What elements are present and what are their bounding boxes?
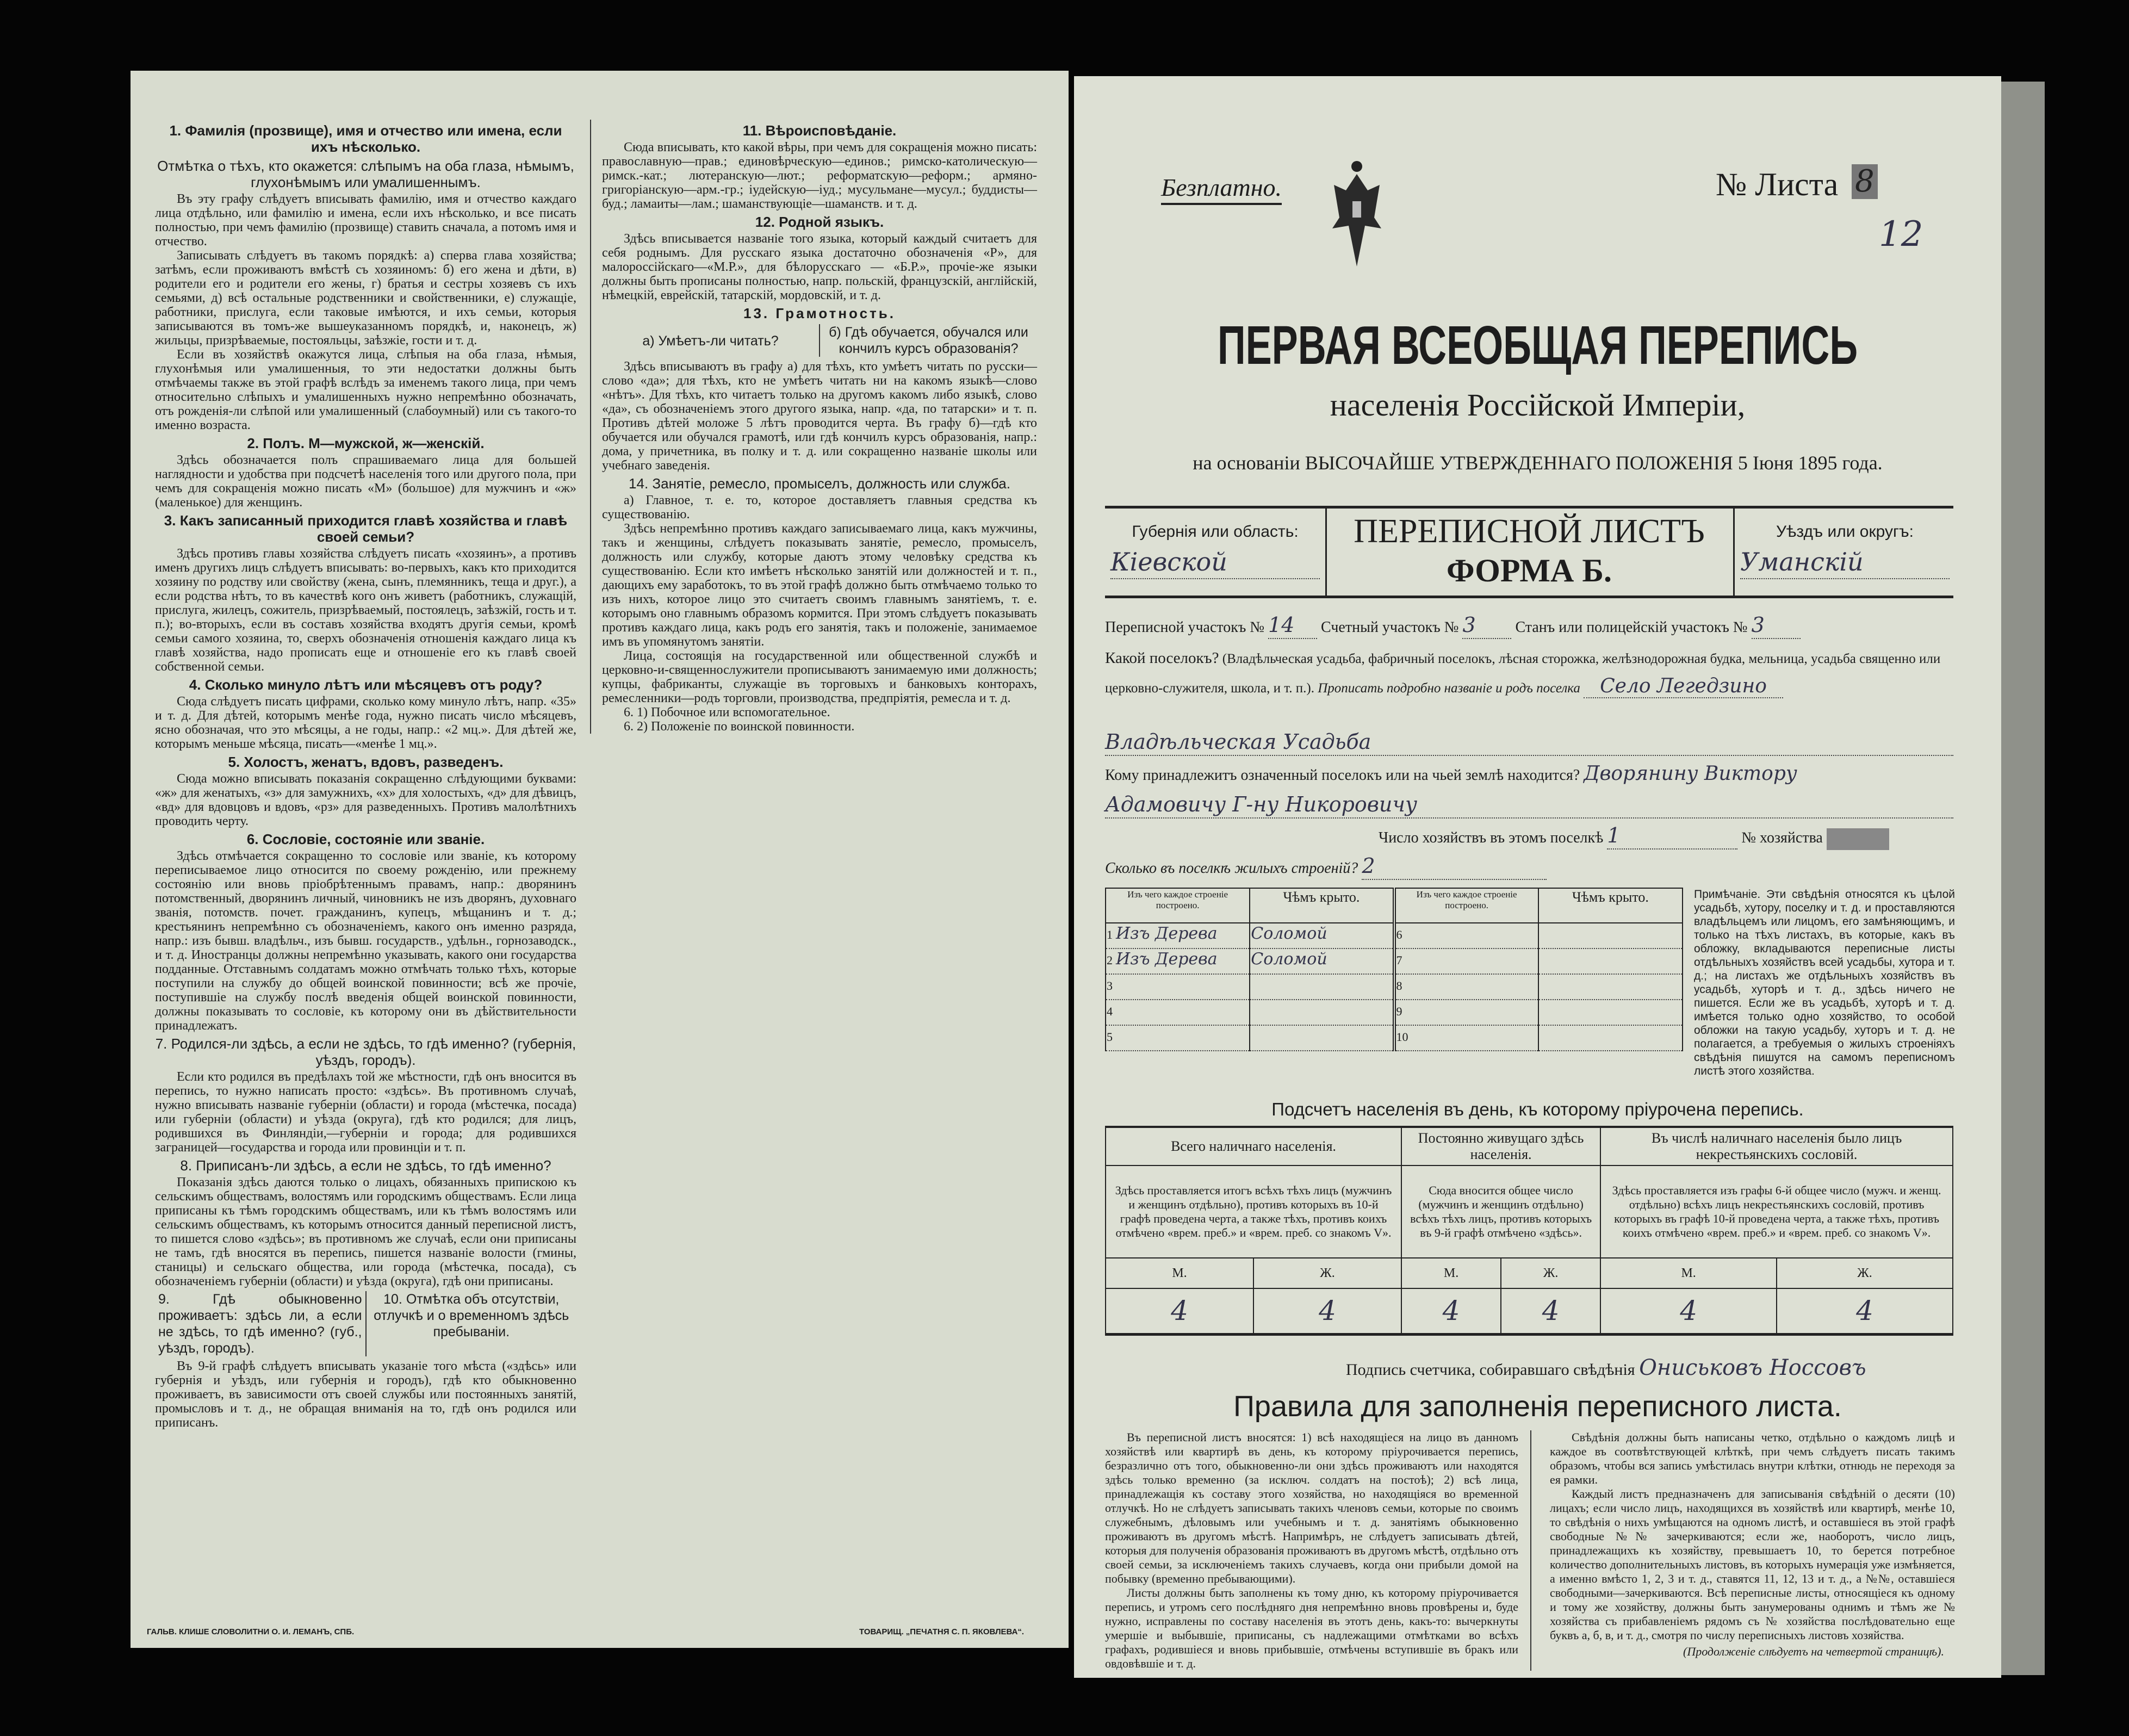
settlement-value-2[interactable]: Владѣльческая Усадьба [1105, 729, 1953, 756]
building-roof-cell[interactable] [1250, 974, 1394, 1000]
buildings-table [1105, 888, 1683, 1051]
census-area-value[interactable]: 14 [1268, 612, 1317, 639]
section-text: Если кто родился въ предѣлахъ той же мѣстности, гдѣ онъ вносится въ перепись, то нужно написать просто: «здѣсь». Въ противномъ случаѣ, нужно вписывать названіе губерніи (области) и города (мѣстечка, посада) или губерніи (области) и уѣзда (округа), гдѣ кто родился; для лицъ, родившихся въ Финляндіи,—губерніи и города; для родившихся заграницей—государства и города или провинціи и т. п. [155, 1070, 576, 1155]
owner-field [1105, 760, 1953, 789]
section-text: 6. 2) Положеніе по воинской повинности. [624, 720, 855, 734]
police-area-value[interactable]: 3 [1752, 612, 1801, 639]
census-area-label: Переписной участокъ № [1105, 619, 1265, 636]
form-title-block [1325, 509, 1733, 590]
section-heading: 1. Фамилія (прозвище), имя и отчество или имена, если ихъ нѣсколько. [169, 122, 562, 155]
decree-line: на основаніи ВЫСОЧАЙШЕ УТВЕРЖДЕННАГО ПОЛОЖЕНІЯ 5 Іюня 1895 года. [1193, 452, 1883, 474]
building-material-cell[interactable] [1394, 948, 1538, 974]
sheet-number-label: № Листа [1716, 166, 1839, 202]
buildings-note: Примѣчаніе. Эти свѣдѣнія относятся къ цѣлой усадьбѣ, хутору, поселку и т. д. и проставляются владѣльцемъ или лицомъ, его замѣняющимъ, и только на тѣхъ листахъ, въ которые, какъ въ обложку, вкладываются переписные листы отдѣльныхъ хозяйствъ всей усадьбы, хутора и т. д.; на листахъ же отдѣльныхъ хозяйствъ въ усадьбѣ, хуторѣ и т. д., здѣсь ничего не пишется. Если же въ усадьбѣ, хуторѣ и т. д. имѣется только одно хозяйство, то особой обложки на такую усадьбу, хуторъ и т. д. не полагается, а требуемыя о жилыхъ строеніяхъ свѣдѣнія пишутся на самомъ переписномъ листѣ этого хозяйства. [1694, 888, 1955, 1077]
rules-text: Въ переписной листъ вносятся: 1) всѣ находящіеся на лицо въ данномъ хозяйствѣ или квартирѣ въ день, къ которому пріурочивается перепись, безразлично отъ того, обыкновенно-ли они здѣсь проживаютъ или находятся здѣсь только временно (за исключ. солдатъ на постоѣ); 2) всѣ лица, принадлежащія къ составу этого хозяйства, но находящіяся во временной отлучкѣ. Но не слѣдуетъ записывать такихъ членовъ семьи, которые по своимъ служебнымъ, дѣловымъ или учебнымъ и т. д. занятіямъ обыкновенно проживаютъ въ другомъ мѣстѣ. Напримѣръ, не слѣдуетъ записывать дѣтей, которыя для полученія образованія проживаютъ въ другомъ мѣстѣ, отдѣльно отъ своей семьи, за исключеніемъ такихъ случаевъ, когда они прибыли домой на побывку (временно пребывающими). [1105, 1430, 1518, 1585]
count-column-title: Всего наличнаго населенія. [1106, 1127, 1401, 1165]
section-text: 6. 1) Побочное или вспомогательное. [624, 705, 830, 720]
section-text: Лица, состоящія на государственной или общественной службѣ и церковно-и-священнослужители прописываютъ занимаемую ими должность; купцы, фабриканты, служащіе въ торговыхъ и банковыхъ конторахъ, ремесленники—родъ торговли, производства, предпріятія, ремесла и т. д. [602, 649, 1037, 705]
owner-label: Кому принадлежитъ означенный поселокъ или на чьей землѣ находится? [1105, 767, 1580, 784]
buildings-value[interactable]: 2 [1362, 853, 1547, 880]
building-material-value: Изъ Дерева [1116, 950, 1218, 969]
rules-column-1 [1105, 1430, 1531, 1671]
row-number: 7 [1396, 953, 1402, 967]
building-material-cell[interactable] [1394, 1025, 1538, 1051]
section-text: Здѣсь непремѣнно противъ каждаго записываемаго лица, какъ мужчины, такъ и женщины, слѣдуетъ показывать занятіе, ремесло, промыселъ, должность или службу, которые даютъ этому человѣку средства къ существованію. Если кто имѣетъ нѣсколько занятій или должностей и т. п., дающихъ ему заработокъ, то въ этой графѣ должно быть отмѣчаемо только то изъ нихъ, которое лицо это считаетъ своимъ главнымъ занятіемъ, т. е. которымъ оно главнымъ образомъ кормится. При этомъ слѣдуетъ показывать противъ каждаго лица, какъ родъ его занятія, такъ и положеніе, занимаемое имъ въ упомянутомъ занятіи. [602, 522, 1037, 649]
header-roof: Чѣмъ крыто. [1250, 888, 1394, 923]
page-title: ПЕРВАЯ ВСЕОБЩАЯ ПЕРЕПИСЬ [1217, 315, 1858, 376]
header-material: Изъ чего каждое строеніе построено. [1106, 888, 1250, 923]
rules-text: Каждый листъ предназначенъ для записыванія свѣдѣній о десяти (10) лицахъ; если число лицъ, находящихся въ хозяйствѣ или квартирѣ, менѣе 10, то свѣдѣнія о нихъ умѣщаются на одномъ листѣ, и оставшіеся въ этой графѣ свободные №№ зачеркиваются; если же, наоборотъ, число лицъ, принадлежащихъ къ хозяйству, превышаетъ 10, то берется потребное количество дополнительныхъ листовъ, въ которыхъ нумерація уже измѣняется, а именно вмѣсто 1, 2, 3 и т. д., ставятся 11, 12, 13 и т. д., а №№, оставшіеся свободными—зачеркиваются. Всѣ переписные листы, относящіеся къ одному и тому же хозяйству, должны быть занумерованы однимъ и тѣмъ же № хозяйства съ прибавленіемъ рядомъ съ № хозяйства послѣдовательно еще буквъ а, б, в, и т. д., смотря по числу переписныхъ листовъ хозяйства. [1550, 1487, 1955, 1642]
owner-value-2[interactable]: Адамовичу Г-ну Никоровичу [1105, 791, 1953, 819]
signature-label: Подпись счетчика, собиравшаго свѣдѣнія [1346, 1361, 1635, 1379]
row-number: 1 [1107, 928, 1113, 941]
rules-column-2 [1550, 1430, 1955, 1659]
section-text: а) Главное, т. е. то, которое доставляетъ главныя средства къ существованію. [602, 493, 1037, 522]
building-roof-cell[interactable] [1538, 923, 1683, 948]
building-material-cell[interactable] [1106, 948, 1250, 974]
buildings-field [1105, 853, 1547, 882]
male-header: М. [1401, 1258, 1501, 1288]
building-material-cell[interactable] [1394, 923, 1538, 948]
section-heading: 12. Родной языкъ. [755, 214, 884, 230]
split-heading-9-10 [155, 1291, 576, 1356]
form-subtitle: ФОРМА Б. [1446, 553, 1612, 588]
building-material-cell[interactable] [1106, 1025, 1250, 1051]
split-heading-13 [602, 324, 1037, 357]
building-material-value: Изъ Дерева [1116, 924, 1218, 943]
section-heading: 8. Приписанъ-ли здѣсь, а если не здѣсь, то гдѣ именно? [180, 1157, 551, 1174]
building-row [1106, 1025, 1683, 1051]
printer-imprint-right: ТОВАРИЩ. „ПЕЧАТНЯ С. П. ЯКОВЛЕВА“. [859, 1627, 1025, 1636]
section-text: Здѣсь обозначается полъ спрашиваемаго лица для большей наглядности и удобства при подсчетѣ населенія того или другого пола, при чемъ для сокращенія можно писать «М» (большое) для мужчинъ и «ж» (маленькое) для женщинъ. [155, 453, 576, 510]
row-number: 3 [1107, 979, 1113, 993]
building-roof-cell[interactable] [1250, 948, 1394, 974]
district-value: Уманскій [1740, 545, 1950, 579]
section-text: Если въ хозяйствѣ окажутся лица, слѣпыя на оба глаза, нѣмыя, глухонѣмыя или умалишенныя, то эти недостатки должны быть отмѣчаемы также въ этой графѣ вслѣдъ за именемъ такого лица, при чемъ относительно слѣпыхъ и умалишенныхъ нужно непремѣнно обозначать, отъ рожденія-ли слѣпой или умалишенный (слабоумный) или съ такого-то именно возраста. [155, 348, 576, 432]
section-heading: 4. Сколько минуло лѣтъ или мѣсяцевъ отъ роду? [189, 677, 543, 693]
count-column-title: Постоянно живущаго здѣсь населенія. [1401, 1127, 1600, 1165]
rules-title: Правила для заполненія переписного листа. [1233, 1390, 1842, 1423]
count-column-description: Здѣсь проставляется итогъ всѣхъ тѣхъ лицъ (мужчинъ и женщинъ отдѣльно), противъ которыхъ въ 10-й графѣ проведена черта, а также тѣхъ, противъ коихъ отмѣчено «врем. преб.» и «врем. преб. со знакомъ V». [1106, 1165, 1401, 1258]
right-page-census-form [1074, 76, 2001, 1678]
female-header: Ж. [1501, 1258, 1600, 1288]
province-label: Губернія или область: [1132, 523, 1299, 541]
district-field[interactable] [1733, 509, 1955, 596]
left-page-instructions [131, 71, 1069, 1648]
settlement-value-1[interactable]: Село Легедзино [1584, 675, 1783, 698]
count-column-description: Сюда вносится общее число (мужчинъ и женщинъ отдѣльно) всѣхъ тѣхъ лицъ, противъ которыхъ въ 9-й графѣ отмѣчено «здѣсь». [1401, 1165, 1600, 1258]
province-field[interactable] [1105, 509, 1327, 596]
section-heading: 13. Грамотность. [743, 305, 896, 321]
building-roof-cell[interactable] [1538, 974, 1683, 1000]
form-title: ПЕРЕПИСНОЙ ЛИСТЪ [1354, 513, 1705, 550]
building-row [1106, 974, 1683, 1000]
settlement-field [1105, 644, 1953, 702]
section-subheading: а) Умѣетъ-ли читать? [602, 324, 820, 357]
buildings-label: Сколько въ поселкѣ жилыхъ строеній? [1105, 860, 1358, 877]
building-material-cell[interactable] [1394, 974, 1538, 1000]
male-header: М. [1106, 1258, 1253, 1288]
building-roof-value: Соломой [1251, 924, 1327, 943]
count-area-label: Счетный участокъ № [1321, 619, 1459, 636]
instructions-column-1 [155, 120, 576, 1430]
settlement-label: Какой поселокъ? [1105, 649, 1219, 667]
section-heading: 7. Родился-ли здѣсь, а если не здѣсь, то гдѣ именно? (губернія, уѣздъ, городъ). [155, 1036, 576, 1068]
form-header-box [1105, 506, 1953, 598]
settlement-hint-2: Прописать подробно названіе и родъ поселка [1318, 681, 1580, 696]
building-roof-cell[interactable] [1250, 1000, 1394, 1025]
section-text: Здѣсь вписывается названіе того языка, который каждый считаетъ для себя роднымъ. Для русскаго языка достаточно обозначенія «Р», для малороссійскаго—«М.Р.», для бѣлорусскаго — «Б.Р.», прочіе-же языки должны быть прописаны полностью, напр. польскій, французскій, англійскій, нѣмецкій, еврейскій, татарскій, мордовскій, и т. д. [602, 232, 1037, 302]
section-heading: 14. Занятіе, ремесло, промыселъ, должность или служба. [629, 475, 1010, 492]
building-roof-cell[interactable] [1538, 948, 1683, 974]
section-heading: 5. Холостъ, женатъ, вдовъ, разведенъ. [228, 754, 504, 770]
header-roof: Чѣмъ крыто. [1538, 888, 1683, 923]
section-text: Здѣсь противъ главы хозяйства слѣдуетъ писать «хозяинъ», а противъ именъ другихъ лицъ слѣдуетъ вписывать: во-первыхъ, какъ кто приходится хозяину по родству или свойству (жена, сынъ, племянникъ, теща и друг.), а если родства нѣтъ, то въ качествѣ кого онъ живетъ (работникъ, служащій, прислуга, жилецъ, сожитель, призрѣваемый, постоялецъ, заѣзжій, гость и т. п.); во-вторыхъ, если въ составъ хозяйства входятъ другія семьи, кромѣ семьи самого хозяина, то, сверхъ обозначенія отношенія каждаго лица къ главѣ хозяйства, надо прописать еще и отношеніе его къ главѣ своей собственной семьи. [155, 547, 576, 674]
population-count-title: Подсчетъ населенія въ день, къ которому пріурочена перепись. [1271, 1099, 1804, 1119]
section-text: Здѣсь отмѣчается сокращенно то сословіе или званіе, къ которому переписываемое лицо относится по своему рожденію, или прежнему состоянію или вновь пріобрѣтеннымъ правамъ, напр.: дворянинъ потомственный, дворянинъ личный, чиновникъ не изъ дворянъ, духовнаго званія, потомств. почет. гражданинъ, купецъ, мѣщанинъ и т. д.; крестьянинъ непремѣнно съ обозначеніемъ, какого онъ именно разряда, напр.: изъ бывш. владѣльч., изъ бывш. государств., удѣльн., горнозаводск., и т. д. Иностранцы должны непремѣнно указывать, какого они государства подданные. Отставнымъ солдатамъ можно отмѣчать только тѣхъ, которые поступили на службу до общей воинской повинности; всѣ же прочіе, поступившіе на службу послѣ введенія общей воинской повинности, должны показывать то сословіе, къ которому они въ дѣйствительности принадлежатъ. [155, 849, 576, 1033]
row-number: 6 [1396, 928, 1402, 941]
rules-continued-note: (Продолженіе слѣдуетъ на четвертой страницѣ). [1683, 1645, 1944, 1658]
male-count-value[interactable]: 4 [1600, 1288, 1777, 1334]
section-heading: 10. Отмѣтка объ отсутствіи, отлучкѣ и о временномъ здѣсь пребываніи. [374, 1292, 569, 1340]
enumerator-signature: Ониськовъ Носсовъ [1639, 1355, 1866, 1380]
section-heading: 2. Полъ. М—мужской, ж—женскій. [247, 435, 485, 451]
signature-field [1346, 1354, 1866, 1384]
page-subtitle: населенія Россійской Имперіи, [1330, 387, 1746, 423]
row-number: 8 [1396, 979, 1402, 993]
section-text: Здѣсь вписываютъ въ графу а) для тѣхъ, кто умѣетъ читать по русски—слово «да»; для тѣхъ, кто не умѣетъ читать ни на какомъ языкѣ—слово «нѣтъ». Для тѣхъ, кто читаетъ только на другомъ какомъ либо языкѣ, слово «да», съ обозначеніемъ этого другого языка, напр. «да, по татарски» и т. п. Противъ дѣтей моложе 5 лѣтъ проводится черта. Въ графу б)—гдѣ кто обучается или обучался грамотѣ, или гдѣ кончилъ курсъ образованія, напр.: дома, у причетника, въ полку и т. д. или сокращенно названіе школы или учебнаго заведенія. [602, 359, 1037, 473]
section-heading: 3. Какъ записанный приходится главѣ хозяйства и главѣ своей семьи? [164, 512, 568, 545]
building-roof-cell[interactable] [1538, 1025, 1683, 1051]
building-material-cell[interactable] [1106, 1000, 1250, 1025]
male-header: М. [1600, 1258, 1777, 1288]
free-label: Безплатно. [1161, 173, 1282, 205]
count-column-title: Въ числѣ наличнаго населенія было лицъ некрестьянскихъ сословій. [1600, 1127, 1953, 1165]
male-count-value[interactable]: 4 [1401, 1288, 1501, 1334]
household-number-redacted [1827, 828, 1889, 850]
building-roof-cell[interactable] [1250, 1025, 1394, 1051]
section-text: Въ 9-й графѣ слѣдуетъ вписывать указаніе того мѣста («здѣсь» или губернія и уѣздъ, или губернія и городъ), гдѣ кто обыкновенно проживаетъ, въ зависимости отъ своей службы или постоянныхъ занятій, промысловъ и т. д., не обращая вниманія на то, гдѣ онъ родился или приписанъ. [155, 1359, 576, 1430]
section-text: Сюда вписывать, кто какой вѣры, при чемъ для сокращенія можно писать: православную—прав.; единовѣрческую—единов.; римско-католическую—римск.-кат.; лютеранскую—лют.; реформатскую—реформ.; армяно-григоріанскую—арм.-гр.; іудейскую—іуд.; мусульмане—мусул.; буддисты—буд.; ламаиты—лам.; шаманствующіе—шаманств. и т. д. [602, 140, 1037, 211]
male-count-value[interactable]: 4 [1106, 1288, 1253, 1334]
back-cover-edge [2001, 82, 2045, 1675]
count-area-value[interactable]: 3 [1462, 612, 1511, 639]
building-roof-value: Соломой [1251, 950, 1327, 969]
population-count-table [1105, 1126, 1953, 1336]
row-number: 4 [1107, 1005, 1113, 1018]
sheet-number-handwritten: 12 [1879, 214, 1923, 255]
instructions-column-2 [590, 120, 1037, 734]
section-text: Въ эту графу слѣдуетъ вписывать фамилію, имя и отчество каждаго лица отдѣльно, или фамилію и имена, если ихъ нѣсколько, и все писать полностью, при чемъ фамилію (прозвище) ставить сначала, а потомъ имя и отчество. [155, 192, 576, 249]
building-row [1106, 923, 1683, 948]
rules-text: Свѣдѣнія должны быть написаны четко, отдѣльно о каждомъ лицѣ и каждое въ соотвѣтствующей клѣткѣ, при чемъ слѣдуетъ писать такимъ образомъ, чтобы вся запись умѣстилась внутри клѣтки, отнюдь не переходя за ея рамки. [1550, 1430, 1955, 1486]
sheet-number-crossed: 8 [1852, 164, 1878, 199]
section-text: Сюда слѣдуетъ писать цифрами, сколько кому минуло лѣтъ, напр. «35» и т. д. Для дѣтей, которымъ менѣе года, нужно писать число мѣсяцевъ, ясно обозначая, что это мѣсяцы, а не годы, напр.: «2 мц.». Для дѣтей же, которымъ меньше мѣсяца, писать—«менѣе 1 мц.». [155, 695, 576, 751]
household-number-label: № хозяйства [1741, 829, 1823, 846]
section-subheading: Отмѣтка о тѣхъ, кто окажется: слѣпымъ на оба глаза, нѣмымъ, глухонѣмымъ или умалишеннымъ. [157, 158, 574, 190]
section-subheading: б) Гдѣ обучается, обучался или кончилъ курсъ образованія? [829, 325, 1028, 356]
rules-text: Листы должны быть заполнены къ тому дню, къ которому пріурочивается перепись, и утромъ сего послѣдняго дня непремѣнно вновь провѣрены и, буде нужно, исправлены по составу населенія въ этотъ день, какъ-то: вычеркнуты умершіе и выбывшіе, приписаны, съ надлежащими отмѣтками во всѣхъ графахъ, родившіеся и вновь прибывшіе, отмѣчены вступившіе въ бракъ или овдовѣвшіе и т. д. [1105, 1586, 1518, 1670]
section-heading: 11. Вѣроисповѣданіе. [742, 122, 897, 139]
province-value: Кіевской [1110, 545, 1320, 579]
female-count-value[interactable]: 4 [1777, 1288, 1953, 1334]
section-heading: 9. Гдѣ обыкновенно проживаетъ: здѣсь ли, а если не здѣсь, то гдѣ именно? (губ., уѣздъ, городъ). [155, 1291, 367, 1356]
owner-value-1[interactable]: Дворянину Виктору [1584, 762, 1797, 785]
section-text: Записывать слѣдуетъ въ такомъ порядкѣ: а) сперва глава хозяйства; затѣмъ, если проживаютъ вмѣстѣ съ хозяиномъ: б) его жена и дѣти, в) родители его и родители его жены, г) братья и сестры хозяевъ съ ихъ семьями, д) всѣ остальные родственники и свойственники, е) служащіе, работники, прислуга, если таковые имѣются, и ихъ семьи, которыя записываются въ томъ-же вышеуказанномъ порядкѣ, и, наконецъ, ж) жильцы, призрѣваемые, постояльцы, заѣзжіе, гости и т. д. [155, 249, 576, 348]
households-value[interactable]: 1 [1607, 822, 1737, 850]
row-number: 9 [1396, 1005, 1402, 1018]
building-roof-cell[interactable] [1250, 923, 1394, 948]
female-count-value[interactable]: 4 [1253, 1288, 1401, 1334]
female-header: Ж. [1777, 1258, 1953, 1288]
building-roof-cell[interactable] [1538, 1000, 1683, 1025]
section-text: Показанія здѣсь даются только о лицахъ, обязанныхъ припискою къ сельскимъ обществамъ, волостямъ или городскимъ обществамъ. Если лица приписаны къ тѣмъ городскимъ обществамъ, или къ тѣмъ волостямъ или сельскимъ обществамъ, къ которымъ относится данный переписной листъ, то пишется слово «здѣсь»; въ противномъ же случаѣ, если они приписаны не тамъ, гдѣ вносятся въ перепись, пишется названіе волости (гмины, станицы) и сельскаго общества, или города (мѣстечка, посада), съ обозначеніемъ губерніи (области) и уѣзда (округа), гдѣ они приписаны. [155, 1175, 576, 1288]
section-text: Сюда можно вписывать показанія сокращенно слѣдующими буквами: «ж» для женатыхъ, «з» для замужнихъ, «х» для холостыхъ, «д» для дѣвицъ, «вд» для вдовцовъ и вдовъ, «рз» для разведенныхъ. Противъ малолѣтнихъ проводить черту. [155, 772, 576, 828]
district-label: Уѣздъ или округъ: [1776, 523, 1914, 541]
building-row [1106, 1000, 1683, 1025]
building-material-cell[interactable] [1106, 923, 1250, 948]
building-row [1106, 948, 1683, 974]
female-count-value[interactable]: 4 [1501, 1288, 1600, 1334]
area-numbers-row [1105, 612, 1953, 641]
row-number: 5 [1107, 1030, 1113, 1044]
police-area-label: Станъ или полицейскій участокъ № [1515, 619, 1748, 636]
section-heading: 6. Сословіе, состояніе или званіе. [246, 831, 485, 847]
building-material-cell[interactable] [1394, 1000, 1538, 1025]
double-headed-eagle-emblem [1330, 158, 1384, 277]
header-material: Изъ чего каждое строеніе построено. [1394, 888, 1538, 923]
row-number: 10 [1396, 1030, 1408, 1044]
female-header: Ж. [1253, 1258, 1401, 1288]
count-column-description: Здѣсь проставляется изъ графы 6-й общее число (мужч. и женщ. отдѣльно) всѣхъ лицъ некрестьянскихъ сословій, противъ которыхъ въ графѣ 10-й проведена черта, а также тѣхъ, противъ коихъ отмѣчено «врем. преб.» и «врем. преб. со знакомъ V». [1600, 1165, 1953, 1258]
building-material-cell[interactable] [1106, 974, 1250, 1000]
settlement-hint: (Владѣльческая усадьба, фабричный поселокъ, лѣсная сторожка, желѣзнодорожная будка, мельница, усадьба священно или церковно-служителя, школа, и т. п.). [1105, 652, 1941, 696]
row-number: 2 [1107, 953, 1113, 967]
households-label: Число хозяйствъ въ этомъ поселкѣ [1379, 829, 1604, 846]
printer-imprint-left: ГАЛЬВ. КЛИШЕ СЛОВОЛИТНИ О. И. ЛЕМАНЪ, СПБ. [147, 1627, 355, 1636]
households-field [1379, 822, 1889, 852]
